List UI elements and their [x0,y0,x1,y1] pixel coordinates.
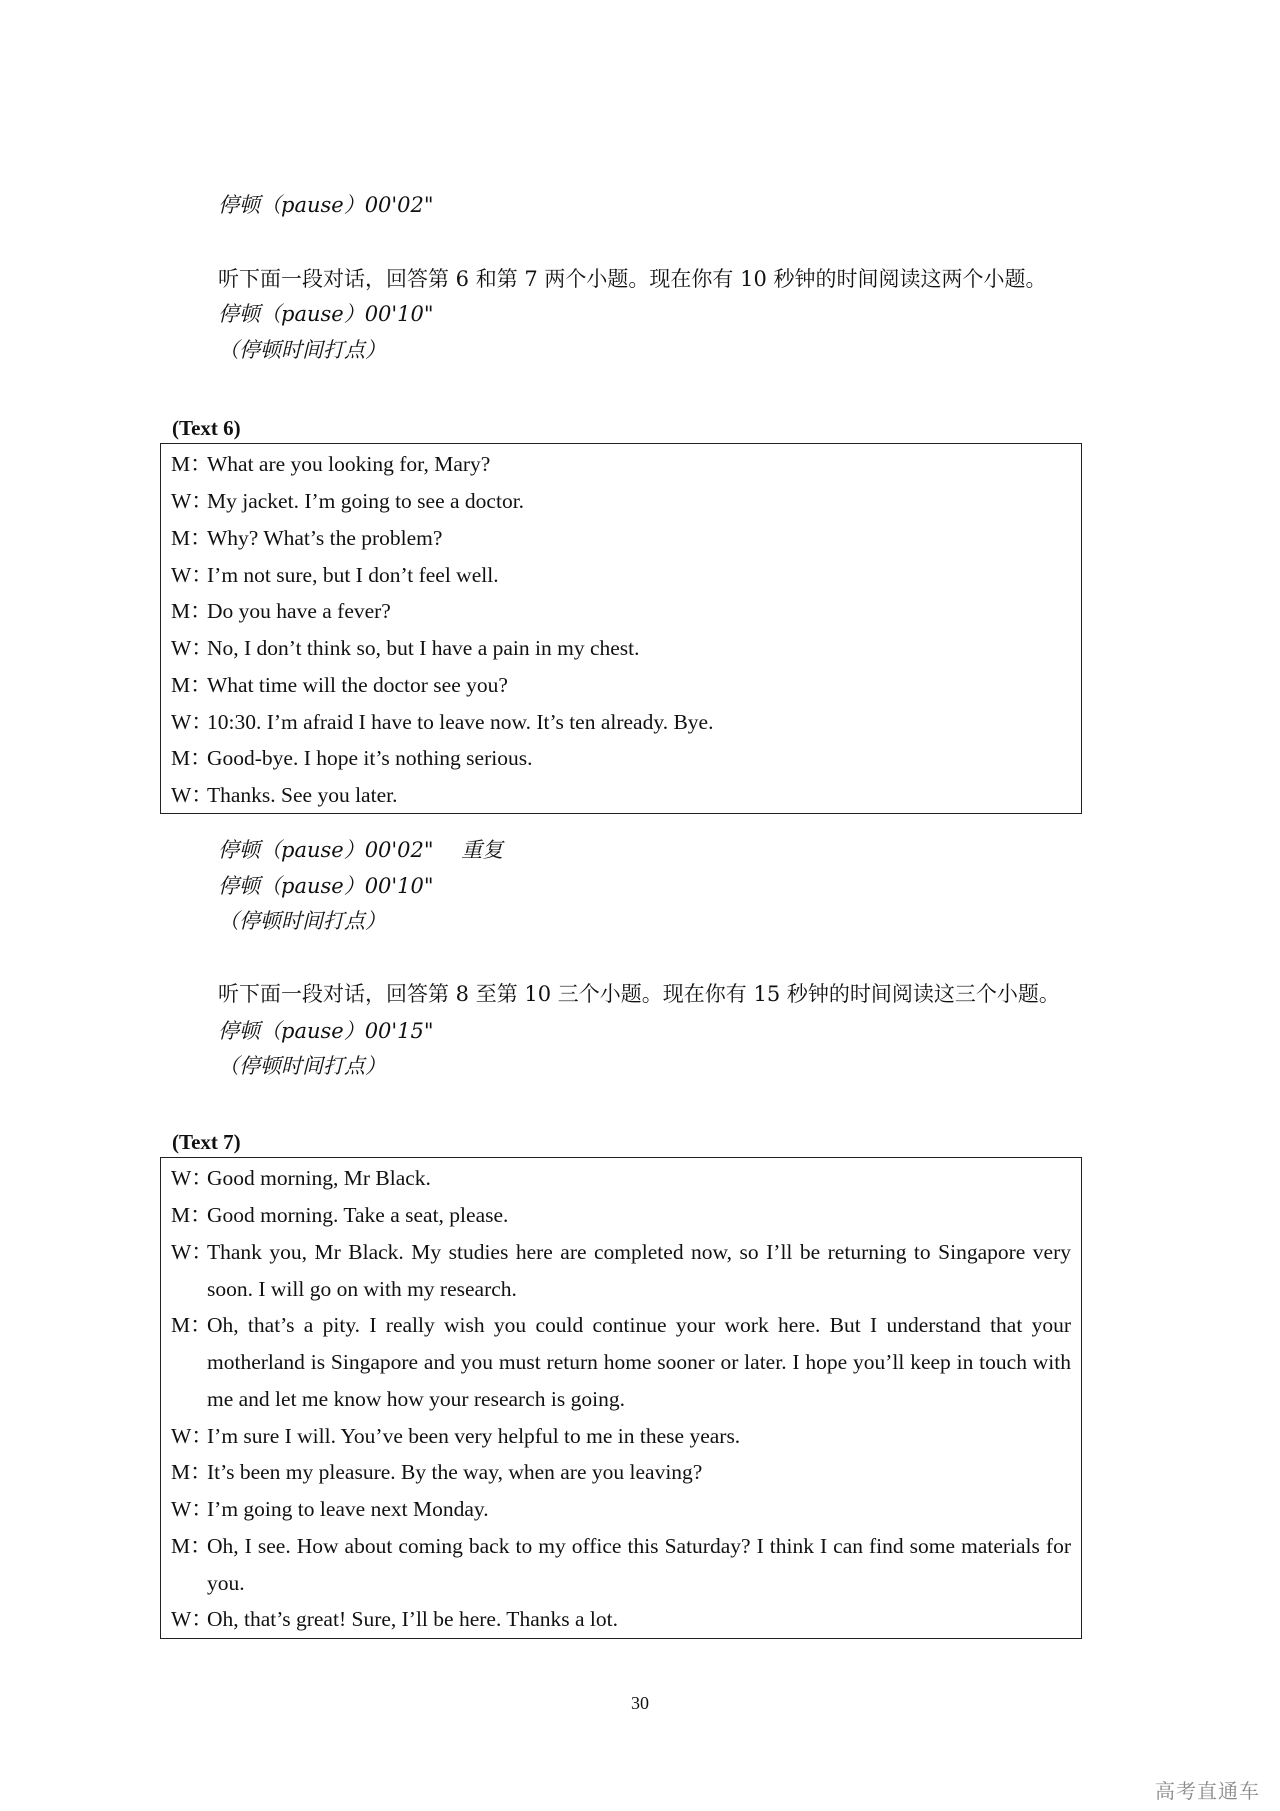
dialogue-text: What time will the doctor see you? [207,673,508,697]
dialogue-line [171,1454,1071,1491]
speaker-label: M： [171,452,212,476]
dialogue-line [171,1160,1071,1197]
text6-heading: (Text 6) [172,416,241,440]
watermark: 高考直通车 [1155,1779,1260,1803]
speaker-label: W： [171,710,213,734]
text7-heading: (Text 7) [172,1130,241,1154]
pause-line-4: 停顿（pause）00'10" [218,874,434,898]
dialogue-line [171,630,1071,667]
dialogue-line [171,1491,1071,1528]
speaker-label: M： [171,1460,212,1484]
speaker-label: W： [171,1607,213,1631]
dialogue-text: Do you have a fever? [207,599,391,623]
dialogue-text: I’m sure I will. You’ve been very helpful to me in these years. [207,1424,741,1448]
dialogue-line [171,483,1071,520]
dialogue-text: Good morning. Take a seat, please. [207,1203,509,1227]
text7-dialogue-box [160,1157,1082,1639]
dialogue-line [171,520,1071,557]
pause-mark-2: （停顿时间打点） [218,909,386,933]
dialogue-line [171,777,1071,814]
instruction-line-2: 听下面一段对话，回答第 8 至第 10 三个小题。现在你有 15 秒钟的时间阅读这三个小题。 [218,982,1060,1006]
pause-mark-3: （停顿时间打点） [218,1054,386,1078]
dialogue-text: Oh, that’s a pity. I really wish you could continue your work here. But I understand that your motherland is Singapore and you must return home sooner or later. I hope you’ll keep in touch with me and let me know how your research is going. [207,1313,1071,1411]
dialogue-line [171,593,1071,630]
page-number: 30 [631,1693,649,1713]
dialogue-text: Good-bye. I hope it’s nothing serious. [207,746,533,770]
dialogue-text: 10:30. I’m afraid I have to leave now. It’s ten already. Bye. [207,710,714,734]
dialogue-line [171,1418,1071,1455]
instruction-line-1: 听下面一段对话，回答第 6 和第 7 两个小题。现在你有 10 秒钟的时间阅读这两个小题。 [218,267,1047,291]
speaker-label: W： [171,1166,213,1190]
dialogue-text: It’s been my pleasure. By the way, when are you leaving? [207,1460,703,1484]
dialogue-text: Thanks. See you later. [207,783,398,807]
pause-line-2: 停顿（pause）00'10" [218,302,434,326]
dialogue-line [171,704,1071,741]
dialogue-text: Good morning, Mr Black. [207,1166,431,1190]
speaker-label: M： [171,746,212,770]
speaker-label: W： [171,636,213,660]
dialogue-text: Oh, I see. How about coming back to my office this Saturday? I think I can find some materials for you. [207,1534,1071,1595]
dialogue-text: What are you looking for, Mary? [207,452,491,476]
dialogue-text: My jacket. I’m going to see a doctor. [207,489,525,513]
dialogue-line [171,446,1071,483]
dialogue-text: Why? What’s the problem? [207,526,443,550]
dialogue-line [171,557,1071,594]
pause-mark-1: （停顿时间打点） [218,338,386,362]
dialogue-text: Oh, that’s great! Sure, I’ll be here. Thanks a lot. [207,1607,618,1631]
speaker-label: M： [171,1534,212,1558]
dialogue-text: I’m going to leave next Monday. [207,1497,489,1521]
speaker-label: W： [171,1497,213,1521]
speaker-label: W： [171,489,213,513]
dialogue-line [171,1601,1071,1638]
speaker-label: W： [171,1424,213,1448]
speaker-label: W： [171,563,213,587]
dialogue-line [171,1528,1071,1602]
speaker-label: W： [171,1240,213,1264]
pause-line-3: 停顿（pause）00'02" 重复 [218,838,504,862]
text6-dialogue-box [160,443,1082,814]
dialogue-line [171,1197,1071,1234]
speaker-label: W： [171,783,213,807]
dialogue-line [171,667,1071,704]
dialogue-line [171,1234,1071,1308]
dialogue-text: Thank you, Mr Black. My studies here are completed now, so I’ll be returning to Singapore very soon. I will go on with my research. [207,1240,1071,1301]
pause-line-5: 停顿（pause）00'15" [218,1019,434,1043]
dialogue-text: No, I don’t think so, but I have a pain in my chest. [207,636,640,660]
speaker-label: M： [171,599,212,623]
speaker-label: M： [171,1313,212,1337]
speaker-label: M： [171,526,212,550]
dialogue-line [171,1307,1071,1418]
dialogue-line [171,740,1071,777]
speaker-label: M： [171,1203,212,1227]
speaker-label: M： [171,673,212,697]
pause-line-1: 停顿（pause）00'02" [218,193,434,217]
dialogue-text: I’m not sure, but I don’t feel well. [207,563,499,587]
